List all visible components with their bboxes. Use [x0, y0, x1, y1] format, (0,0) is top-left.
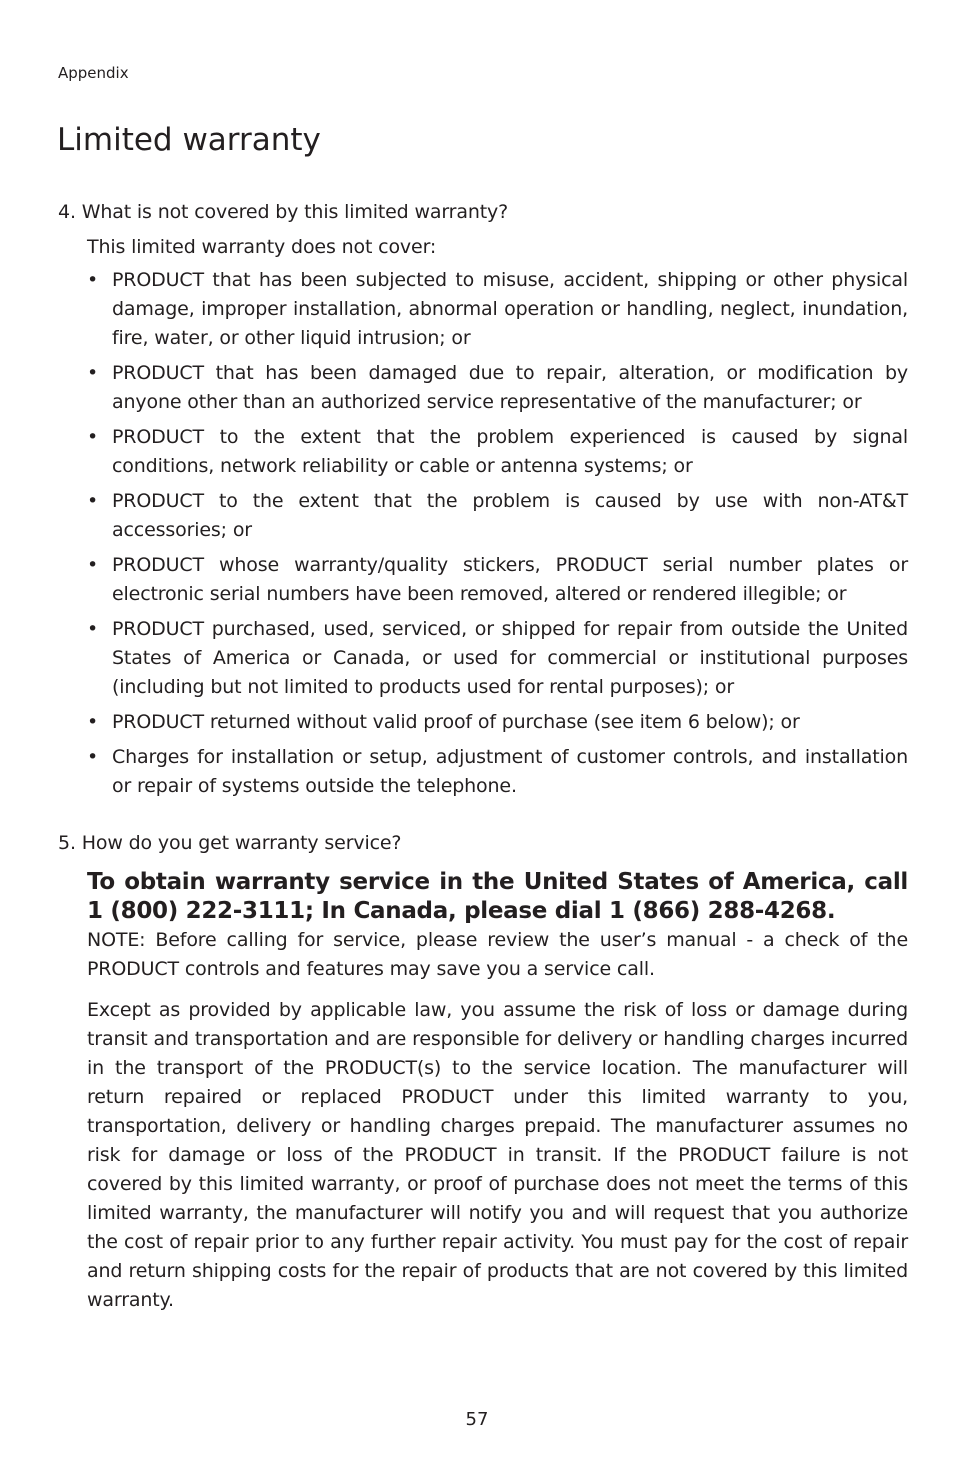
bullet-icon: • — [87, 362, 99, 384]
list-item — [87, 708, 908, 737]
list-item-text: PRODUCT to the extent that the problem experienced is caused by signal conditions, network reliability or cable or antenna systems; or — [112, 426, 908, 477]
bullet-icon: • — [87, 618, 99, 640]
list-item-text: PRODUCT returned without valid proof of purchase (see item 6 below); or — [112, 711, 800, 733]
question-4-intro: This limited warranty does not cover: — [87, 236, 437, 258]
list-item-text: PRODUCT whose warranty/quality stickers, PRODUCT serial number plates or electronic serial numbers have been removed, altered or rendered illegible; or — [112, 554, 908, 605]
list-item — [87, 266, 908, 353]
service-phone-notice: To obtain warranty service in the United States of America, call 1 (800) 222-3111; In Canada, please dial 1 (866) 288-4268. — [87, 869, 908, 924]
list-item-text: PRODUCT that has been damaged due to repair, alteration, or modification by anyone other than an authorized service representative of the manufacturer; or — [112, 362, 908, 413]
list-item-text: PRODUCT that has been subjected to misuse, accident, shipping or other physical damage, improper installation, abnormal operation or handling, neglect, inundation, fire, water, or other liquid intrusion; or — [112, 269, 908, 349]
list-item-text: Charges for installation or setup, adjustment of customer controls, and installation or repair of systems outside the telephone. — [112, 746, 908, 797]
exclusions-list — [58, 266, 908, 801]
shipping-risk-paragraph: Except as provided by applicable law, you assume the risk of loss or damage during transit and transportation and are responsible for delivery or handling charges incurred in the transport of the PRODUCT(s) to the service location. The manufacturer will return repaired or replaced PRODUCT under this limited warranty to you, transportation, delivery or handling charges prepaid. The manufacturer assumes no risk for damage or loss of the PRODUCT in transit. If the PRODUCT failure is not covered by this limited warranty, or proof of purchase does not meet the terms of this limited warranty, the manufacturer will notify you and will request that you authorize the cost of repair prior to any further repair activity. You must pay for the cost of repair and return shipping costs for the repair of products that are not covered by this limited warranty. — [87, 999, 908, 1311]
question-4-heading: 4. What is not covered by this limited warranty? — [58, 201, 509, 223]
list-item — [87, 359, 908, 417]
section-label: Appendix — [58, 64, 129, 82]
list-item-text: PRODUCT to the extent that the problem is caused by use with non-AT&T accessories; or — [112, 490, 908, 541]
list-item — [87, 487, 908, 545]
bullet-icon: • — [87, 711, 99, 733]
list-item — [87, 743, 908, 801]
bullet-icon: • — [87, 269, 99, 291]
list-item — [87, 615, 908, 702]
page-number: 57 — [465, 1409, 489, 1430]
bullet-icon: • — [87, 490, 99, 512]
list-item — [87, 423, 908, 481]
service-note: NOTE: Before calling for service, please review the user’s manual - a check of the PRODUCT controls and features may save you a service call. — [87, 929, 908, 980]
bullet-icon: • — [87, 426, 99, 448]
page-title: Limited warranty — [57, 122, 321, 158]
bullet-icon: • — [87, 554, 99, 576]
question-5-heading: 5. How do you get warranty service? — [58, 832, 402, 854]
warranty-content — [58, 198, 908, 1315]
bullet-icon: • — [87, 746, 99, 768]
list-item — [87, 551, 908, 609]
list-item-text: PRODUCT purchased, used, serviced, or shipped for repair from outside the United States of America or Canada, or used for commercial or institutional purposes (including but not limited to products used for rental purposes); or — [112, 618, 908, 698]
